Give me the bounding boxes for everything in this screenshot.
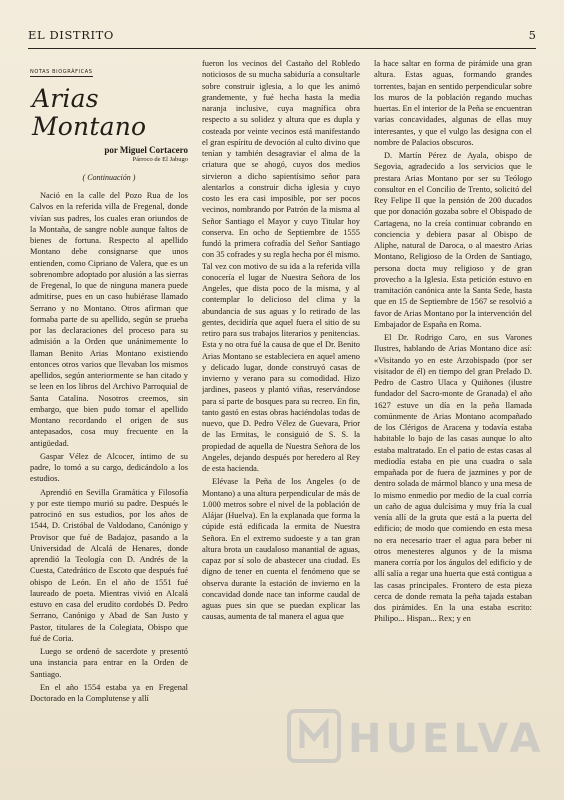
- paragraph: El Dr. Rodrigo Caro, en sus Varones Ilustres, hablando de Arias Montano dice así: «Visitando yo en este Arzobispado (por ser visitador de él) en tiempo del gran Prelado D. Pedro de Castro Ulaca y Quiñones (ilustre fundador del Sacro-monte de Granada) el año 1627 estuve un día en la peña llamada comúnmente de Arias Montano acompañado de los Clérigos de Aracena y todavía estaba habitable lo bajo de las casas aunque lo alto estaba maltratado. En el patio de estas casas al mediodía estaba en pie una cuadra o sala empañada por de fuera de jazmines y por de dentro solada de mármol blanco y una mesa de lo mismo enmedio por medio de la cual corría un caño de agua dulcísima y muy fría la cual venía allí de la gruta que está a la puerta del edificio; de modo que comiendo en esta mesa no era necesario traer el agua para beber ni otros menesteres algunos y de la misma manera corría por los ángulos del edificio y de allí salía a regar una huerta que está contigua a las casas principales. Frontero de esta pieza cerca de donde remata la peña tajada estaban dos pirámides. En la una estaba escrito: Philipo... Hispan... Rex; y en: [374, 333, 532, 624]
- column-2: [202, 58, 360, 788]
- article-title: Arias Montano: [32, 84, 147, 141]
- continuation-note: ( Continuación ): [82, 173, 136, 182]
- paragraph: En el año 1554 estaba ya en Fregenal Doctorado en la Complutense y allí: [30, 682, 188, 703]
- page-header: [28, 28, 536, 49]
- column-3: [374, 58, 532, 788]
- paragraph: Elévase la Peña de los Angeles (o de Montano) a una altura perpendicular de más de 1.000 metros sobre el nivel de la población de Alájar (Huelva). En la explanada que forma la cúpide está edificada la ermita de Nuestra Señora. En el extremo sudoeste y a tan gran altura brota un caudaloso manantial de aguas, capaz por sí solo de abastecer una ciudad. Es digno de tener en cuenta el fenómeno que se observa durante la estación de invierno en la concavidad donde nace tan informe caudal de aguas pues sin que se puedan explicar las causas, aumenta de tal manera el agua que: [202, 477, 360, 622]
- paragraph: D. Martín Pérez de Ayala, obispo de Segovia, agradecido a los servicios que le prestara Arias Montano por ser su Teólogo consultor en el Concilio de Trento, solicitó del Rey Felipe II que la pensión de 200 ducados que por donación gozaba sobre el Obispado de Cartagena, no la creía continuar cobrando en conciencia y debiera pasar al Obispo de Aliphe, natural de Daroca, o al maestro Arias Montano, Religioso de la Orden de Santiago, persona docta muy religioso y de gran provecho a la Iglesia. Esta petición estuvo en tramitación canónica ante la Santa Sede, hasta que en 15 de Septiembre de 1567 se resolvió a favor de Arias Montano por la intervención del Embajador de España en Roma.: [374, 151, 532, 329]
- paragraph: la hace saltar en forma de pirámide una gran altura. Estas aguas, formando grandes torrentes, bajan en sentido perpendicular sobre los muros de la población regando muchas huertas. En el interior de la Peña se encuentran varias concavidades, algunas de ellas muy interesantes, y que el vulgo las designa con el nombre de Palacios obscuros.: [374, 59, 532, 147]
- article-author: por Miguel Cortacero: [104, 145, 188, 155]
- paragraph: Aprendió en Sevilla Gramática y Filosofía y por este tiempo murió su padre. Después le patrocinó en sus estudios, por los años de 1544, D. Cristóbal de Valdodano, Canónigo y Provisor que fué de Badajoz, pasando a la Universidad de Alcalá de Henares, donde aprendió la Teología con D. Andrés de la Cuesta, Catedrático de Escoto que después fué obispo de León. En el año de 1551 fué laureado de poeta. Mientras vivió en Alcalá estuvo en casa del erudito cordobés D. Pedro Serrano, Canónigo y Abad de San Justo y Pastor, titulares de la Colegiata, Obispo que fué de Coria.: [30, 487, 188, 643]
- watermark-text: HUELVA: [348, 716, 545, 762]
- paragraph: fueron los vecinos del Castaño del Robledo noticiosos de su mucha sabiduría a consultarle sobre construir iglesia, a lo que les animó grandemente, y fué hecha hasta la media naranja inclusive, cuya magnífica obra respecto a su solidez y altura que es dupla y costeada por veinte vecinos está manifestando el gran espíritu de devoción al culto divino que tenían y también desagraviar el alma de la criatura que se ahogó, cuyos dos medios sirvieron a dicho sapientísimo señor para alentarlos a construir dicha iglesia y cuyo costo les era casi imposible, por ser pocos vecinos, nombrando por Patrón de la misma al Señor Santiago el Mayor y cuyo Titular hoy conserva. En ocho de Septiembre de 1555 fundó la primera cofradía del Señor Santiago con 35 cofrades y su regla hecha por él mismo. Tal vez con motivo de su ida a la referida villa conocería el lugar de Nuestra Señora de los Angeles, que dista poco de la misma, y al contemplar lo delicioso del clima y la abundancia de sus aguas y lo retirado de las gentes, decidiría que aquel fuera el sitio de su retiro para sus trabajos literarios y penitencias. Esta y no otra fué la causa de que el Dr. Benito Arias Montano se estableciera en aquel ameno y delicado lugar, donde construyó casas de invierno y verano para su comodidad. Hizo jardines, paseos y plantó viñas, reservándose para sí parte de bosques para su recreo. En fin, tanto gastó en estas obras haciéndolas todas de nuevo, que D. Pedro Vélez de Guevara, Prior de las Ermitas, le consiguió de S. S. la propiedad de aquella de Nuestra Señora de los Angeles, dejando después por heredero al Rey de esta hacienda.: [202, 59, 360, 473]
- page-number: 5: [528, 28, 536, 42]
- author-role: Párroco de El Jabugo: [132, 156, 188, 163]
- column-1: [30, 58, 188, 788]
- publication-title: EL DISTRITO: [28, 28, 114, 42]
- article-body: [30, 58, 536, 788]
- paragraph: Nació en la calle del Pozo Rua de los Calvos en la referida villa de Fregenal, donde vivían sus padres, los cuales eran oriundos de la Montaña, de sangre noble aunque faltos de bienes de fortuna. Respecto al apellido Montano debe consignarse que unos entienden, como Cipriano de Valera, que es un sobrenombre adoptado por alusión a las sierras de Fregenal, lo que de ninguna manera puede admitirse, pues en un caso hubiérase llamado Serrano y no Montano. Otros afirman que formaba parte de su apellido, según se prueba por las declaraciones del proceso para su admisión a la Orden que unánimemente lo llaman Benito Arias Montano existiendo entonces otros varios que llevaban los mismos apellidos, según anteriormente se han citado y se leen en los libros del Archivo Parroquial de Santa Catalina. Nosotros creemos, sin embargo, que bien pudo tomar el apellido Montano recordando el origen de sus antepasados, cosa muy frecuente en la antigüedad.: [30, 191, 188, 448]
- paragraph: Luego se ordenó de sacerdote y presentó una instancia para entrar en la Orden de Santiago.: [30, 647, 188, 679]
- section-label: NOTAS BIOGRÁFICAS: [30, 69, 93, 75]
- paragraph: Gaspar Vélez de Alcocer, íntimo de su padre, lo tomó a su cargo, dedicándolo a los estudios.: [30, 451, 188, 484]
